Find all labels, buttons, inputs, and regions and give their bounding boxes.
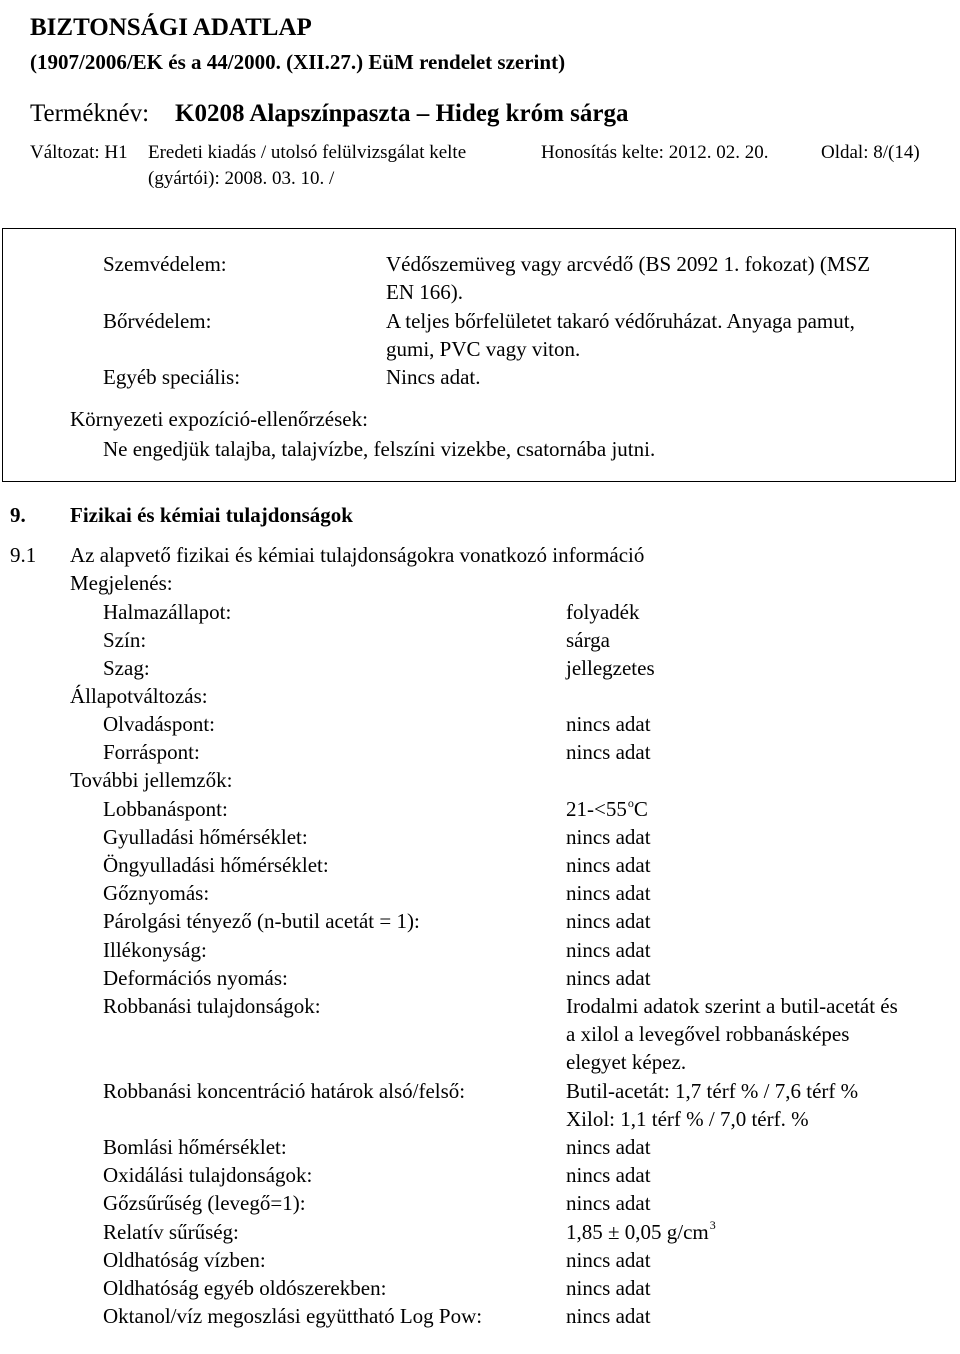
property-label: Oxidálási tulajdonságok: <box>103 1163 313 1187</box>
property-label: Szín: <box>103 628 147 652</box>
property-label: Oldhatóság vízben: <box>103 1248 266 1272</box>
issue-label: Eredeti kiadás / utolsó felülvizsgálat kelte <box>148 142 467 163</box>
degree-symbol: o <box>627 796 634 810</box>
section-number: 9. <box>10 503 26 527</box>
property-value: nincs adat <box>566 1191 651 1215</box>
property-label: Robbanási koncentráció határok alsó/felső: <box>103 1079 466 1103</box>
property-value: Butil-acetát: 1,7 térf % / 7,6 térf % <box>566 1079 859 1103</box>
property-value: jellegzetes <box>566 656 655 680</box>
property-value: nincs adat <box>566 1304 651 1328</box>
property-value: nincs adat <box>566 712 651 736</box>
flash-point-number: 21-<55 <box>566 797 627 821</box>
property-label: Bomlási hőmérséklet: <box>103 1135 287 1159</box>
section-title: Fizikai és kémiai tulajdonságok <box>70 503 353 527</box>
property-value: nincs adat <box>566 1276 651 1300</box>
skin-protection-label: Bőrvédelem: <box>103 309 212 333</box>
further-props-heading: További jellemzők: <box>70 768 233 792</box>
property-label: Illékonyság: <box>103 938 207 962</box>
property-label: Olvadáspont: <box>103 712 215 736</box>
property-label: Halmazállapot: <box>103 600 232 624</box>
property-label: Gyulladási hőmérséklet: <box>103 825 308 849</box>
relative-density-value <box>566 1220 716 1245</box>
property-value: Irodalmi adatok szerint a butil-acetát és <box>566 994 898 1018</box>
eye-protection-label: Szemvédelem: <box>103 252 227 276</box>
property-label: Deformációs nyomás: <box>103 966 288 990</box>
document-title: BIZTONSÁGI ADATLAP <box>30 14 312 41</box>
eye-protection-value: Védőszemüveg vagy arcvédő (BS 2092 1. fokozat) (MSZ <box>386 252 871 276</box>
other-protection-label: Egyéb speciális: <box>103 365 241 389</box>
cubic-superscript: 3 <box>709 1218 716 1232</box>
property-label: Robbanási tulajdonságok: <box>103 994 321 1018</box>
property-value: nincs adat <box>566 740 651 764</box>
property-label: Öngyulladási hőmérséklet: <box>103 853 329 877</box>
flash-point-value <box>566 797 648 822</box>
flash-point-unit: C <box>633 797 648 821</box>
subsection-title: Az alapvető fizikai és kémiai tulajdonságokra vonatkozó információ <box>70 543 645 567</box>
property-value: nincs adat <box>566 825 651 849</box>
regulation-subtitle: (1907/2006/EK és a 44/2000. (XII.27.) EüM rendelet szerint) <box>30 50 566 74</box>
state-change-heading: Állapotváltozás: <box>70 684 208 708</box>
env-exposure-label: Környezeti expozíció-ellenőrzések: <box>70 407 368 431</box>
property-value-cont: Xilol: 1,1 térf % / 7,0 térf. % <box>566 1107 809 1131</box>
property-label: Relatív sűrűség: <box>103 1220 239 1244</box>
property-value: nincs adat <box>566 853 651 877</box>
property-value: nincs adat <box>566 1248 651 1272</box>
skin-protection-value: A teljes bőrfelületet takaró védőruházat. Anyaga pamut, <box>386 309 855 333</box>
issue-date: (gyártói): 2008. 03. 10. / <box>148 168 335 189</box>
property-label: Forráspont: <box>103 740 200 764</box>
eye-protection-value-2: EN 166). <box>386 280 463 304</box>
property-value: folyadék <box>566 600 640 624</box>
subsection-number: 9.1 <box>10 543 37 567</box>
other-protection-value: Nincs adat. <box>386 365 481 389</box>
property-value: nincs adat <box>566 1163 651 1187</box>
property-label: Párolgási tényező (n-butil acetát = 1): <box>103 909 420 933</box>
appearance-heading: Megjelenés: <box>70 571 173 595</box>
product-label: Terméknév: <box>30 100 150 127</box>
page-number: Oldal: 8/(14) <box>821 142 920 163</box>
relative-density-number: 1,85 ± 0,05 g/cm <box>566 1220 709 1244</box>
product-name: K0208 Alapszínpaszta – Hideg króm sárga <box>175 100 629 127</box>
property-label: Gőznyomás: <box>103 881 210 905</box>
property-value-cont: elegyet képez. <box>566 1050 687 1074</box>
property-label: Szag: <box>103 656 150 680</box>
property-label: Oldhatóság egyéb oldószerekben: <box>103 1276 387 1300</box>
property-label: Oktanol/víz megoszlási együttható Log Pow: <box>103 1304 483 1328</box>
property-label: Gőzsűrűség (levegő=1): <box>103 1191 306 1215</box>
validation-date: Honosítás kelte: 2012. 02. 20. <box>541 142 769 163</box>
skin-protection-value-2: gumi, PVC vagy viton. <box>386 337 581 361</box>
property-label: Lobbanáspont: <box>103 797 228 821</box>
property-value: nincs adat <box>566 966 651 990</box>
property-value: nincs adat <box>566 909 651 933</box>
property-value-cont: a xilol a levegővel robbanásképes <box>566 1022 850 1046</box>
property-value: nincs adat <box>566 881 651 905</box>
property-value: nincs adat <box>566 938 651 962</box>
env-exposure-value: Ne engedjük talajba, talajvízbe, felszíni vizekbe, csatornába jutni. <box>103 437 656 461</box>
version: Változat: H1 <box>30 142 128 163</box>
property-value: sárga <box>566 628 610 652</box>
property-value: nincs adat <box>566 1135 651 1159</box>
